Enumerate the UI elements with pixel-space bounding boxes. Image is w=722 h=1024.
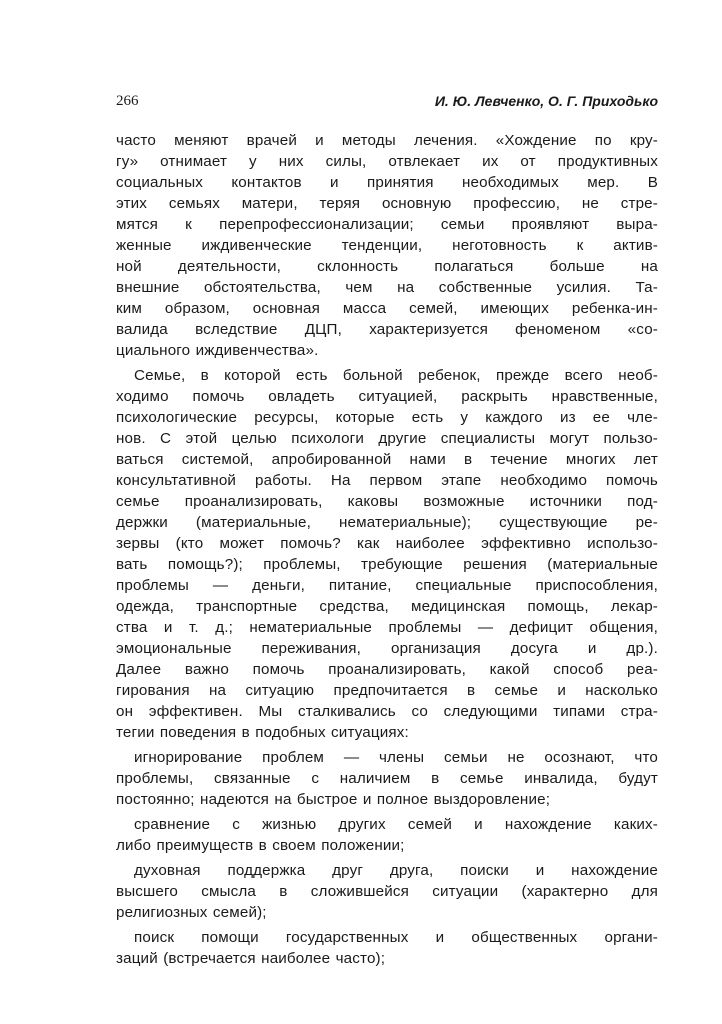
- text-line: он эффективен. Мы сталкивались со следующими типами стра-: [116, 703, 658, 720]
- text-line: этих семьях матери, теряя основную профессию, не стре-: [116, 195, 658, 212]
- text-line: одежда, транспортные средства, медицинская помощь, лекар-: [116, 598, 658, 615]
- text-line: женные иждивенческие тенденции, неготовность к актив-: [116, 237, 658, 254]
- text-line: проблемы — деньги, питание, специальные приспособления,: [116, 577, 658, 594]
- running-head-authors: И. Ю. Левченко, О. Г. Приходько: [434, 93, 658, 109]
- text-line: мятся к перепрофессионализации; семьи проявляют выра-: [116, 216, 658, 233]
- text-line: социальных контактов и принятия необходимых мер. В: [116, 174, 658, 191]
- text-line: Семье, в которой есть больной ребенок, прежде всего необ-: [134, 367, 658, 384]
- text-line: поиск помощи государственных и общественных органи-: [134, 929, 658, 946]
- text-line: либо преимуществ в своем положении;: [116, 837, 405, 854]
- text-line: нов. С этой целью психологи другие специалисты могут пользо-: [116, 430, 658, 447]
- text-line: внешние обстоятельства, чем на собственные усилия. Та-: [116, 279, 658, 296]
- text-line: зервы (кто может помочь? как наиболее эффективно использо-: [116, 535, 658, 552]
- text-line: гирования на ситуацию предпочитается в семье и насколько: [116, 682, 658, 699]
- page-header: [116, 90, 658, 114]
- text-line: валида вследствие ДЦП, характеризуется феноменом «со-: [116, 321, 658, 338]
- text-line: консультативной работы. На первом этапе необходимо помочь: [116, 472, 658, 489]
- text-line: заций (встречается наиболее часто);: [116, 950, 386, 967]
- text-line: часто меняют врачей и методы лечения. «Хождение по кру-: [116, 132, 658, 149]
- text-line: циального иждивенчества».: [116, 342, 319, 359]
- text-line: ной деятельности, склонность полагаться больше на: [116, 258, 658, 275]
- body-text: [116, 130, 658, 969]
- text-line: ким образом, основная масса семей, имеющих ребенка-ин-: [116, 300, 658, 317]
- text-line: эмоциональные переживания, организация досуга и др.).: [116, 640, 658, 657]
- text-line: ходимо помочь овладеть ситуацией, раскрыть нравственные,: [116, 388, 658, 405]
- text-line: Далее важно помочь проанализировать, какой способ реа-: [116, 661, 658, 678]
- text-line: постоянно; надеются на быстрое и полное выздоровление;: [116, 791, 551, 808]
- text-line: ваться системой, апробированной нами в течение многих лет: [116, 451, 658, 468]
- text-line: игнорирование проблем — члены семьи не осознают, что: [134, 749, 658, 766]
- text-line: психологические ресурсы, которые есть у каждого из ее чле-: [116, 409, 658, 426]
- text-line: ства и т. д.; нематериальные проблемы — дефицит общения,: [116, 619, 658, 636]
- text-line: гу» отнимает у них силы, отвлекает их от продуктивных: [116, 153, 658, 170]
- text-line: вать помощь?); проблемы, требующие решения (материальные: [116, 556, 658, 573]
- text-line: духовная поддержка друг друга, поиски и нахождение: [134, 862, 658, 879]
- text-line: сравнение с жизнью других семей и нахождение каких-: [134, 816, 658, 833]
- text-line: семье проанализировать, каковы возможные источники под-: [116, 493, 658, 510]
- page-number: 266: [116, 93, 139, 109]
- text-line: высшего смысла в сложившейся ситуации (характерно для: [116, 883, 658, 900]
- text-line: держки (материальные, нематериальные); существующие ре-: [116, 514, 658, 531]
- text-line: религиозных семей);: [116, 904, 267, 921]
- text-line: проблемы, связанные с наличием в семье инвалида, будут: [116, 770, 658, 787]
- text-line: тегии поведения в подобных ситуациях:: [116, 724, 409, 741]
